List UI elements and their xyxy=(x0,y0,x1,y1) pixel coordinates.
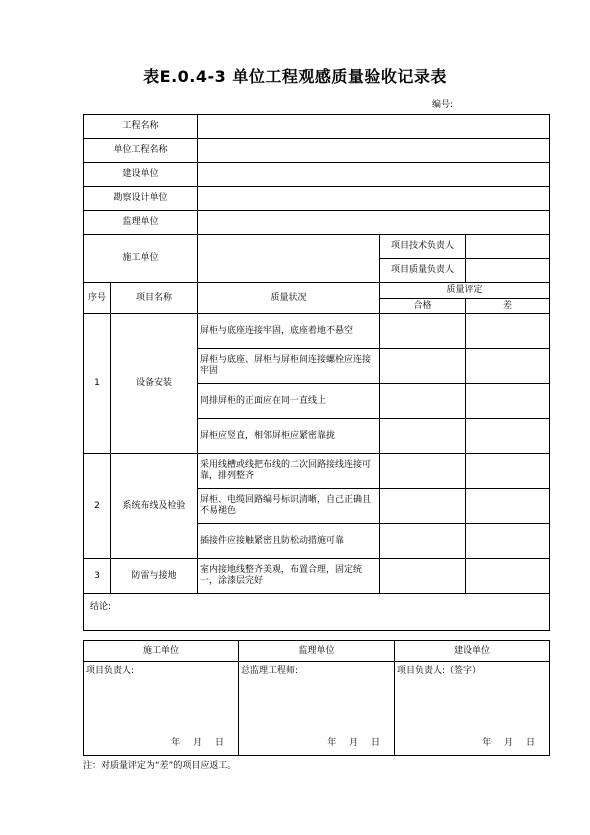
supervisor-date: 年 月 日 xyxy=(327,738,380,748)
fail-cell[interactable] xyxy=(466,384,550,419)
pass-cell[interactable] xyxy=(380,454,466,489)
supervisor-signature-cell[interactable] xyxy=(239,662,395,756)
inspection-item: 屏柜应竖直，相邻屏柜应紧密靠拢 xyxy=(198,419,380,454)
project-name-field[interactable] xyxy=(198,115,550,139)
pass-cell[interactable] xyxy=(380,419,466,454)
inspection-item: 采用线槽或线把布线的二次回路接线连接可靠，排列整齐 xyxy=(198,454,380,489)
construction-unit-label: 建设单位 xyxy=(84,163,198,187)
group-name: 防雷与接地 xyxy=(111,559,198,594)
fail-cell[interactable] xyxy=(466,489,550,524)
signoff-supervisor-header: 监理单位 xyxy=(239,641,395,662)
fail-cell[interactable] xyxy=(466,349,550,384)
pass-cell[interactable] xyxy=(380,349,466,384)
fail-cell[interactable] xyxy=(466,314,550,349)
tech-lead-label: 项目技术负责人 xyxy=(380,235,466,259)
conclusion-cell[interactable] xyxy=(84,594,550,631)
pass-cell[interactable] xyxy=(380,489,466,524)
fail-cell[interactable] xyxy=(466,454,550,489)
inspection-item: 插接件应接触紧密且防松动措施可靠 xyxy=(198,524,380,559)
builder-date: 年 月 日 xyxy=(171,738,224,748)
unit-project-name-label: 单位工程名称 xyxy=(84,139,198,163)
signoff-builder-header: 施工单位 xyxy=(84,641,239,662)
pass-cell[interactable] xyxy=(380,314,466,349)
acceptance-record-table xyxy=(83,114,550,631)
header-pass: 合格 xyxy=(380,299,466,314)
header-fail: 差 xyxy=(466,299,550,314)
pass-cell[interactable] xyxy=(380,524,466,559)
header-no: 序号 xyxy=(84,283,111,314)
fail-cell[interactable] xyxy=(466,559,550,594)
owner-person-label: 项目负责人:（签字） xyxy=(397,666,482,676)
inspection-item: 屏柜与底座、屏柜与屏柜间连接螺栓应连接牢固 xyxy=(198,349,380,384)
builder-unit-field[interactable] xyxy=(198,235,380,283)
conclusion-label: 结论: xyxy=(90,602,112,612)
inspection-item: 同排屏柜的正面应在同一直线上 xyxy=(198,384,380,419)
tech-lead-field[interactable] xyxy=(466,235,550,259)
supervision-unit-label: 监理单位 xyxy=(84,211,198,235)
group-no: 3 xyxy=(84,559,111,594)
quality-lead-field[interactable] xyxy=(466,259,550,283)
group-name: 系统布线及检验 xyxy=(111,454,198,559)
inspection-item: 室内接地线整齐美观，布置合理，固定统一，涂漆层完好 xyxy=(198,559,380,594)
owner-date: 年 月 日 xyxy=(482,738,535,748)
builder-signature-cell[interactable] xyxy=(84,662,239,756)
supervisor-person-label: 总监理工程师: xyxy=(241,666,299,676)
construction-unit-field[interactable] xyxy=(198,163,550,187)
project-name-label: 工程名称 xyxy=(84,115,198,139)
group-name: 设备安装 xyxy=(111,314,198,454)
group-no: 2 xyxy=(84,454,111,559)
builder-unit-label: 施工单位 xyxy=(84,235,198,283)
survey-design-unit-field[interactable] xyxy=(198,187,550,211)
signoff-owner-header: 建设单位 xyxy=(395,641,550,662)
record-number-label: 编号: xyxy=(432,100,454,110)
supervision-unit-field[interactable] xyxy=(198,211,550,235)
pass-cell[interactable] xyxy=(380,559,466,594)
document-title: 表E.0.4-3 单位工程观感质量验收记录表 xyxy=(143,67,447,86)
inspection-item: 屏柜、电缆回路编号标识清晰，自己正确且不易褪色 xyxy=(198,489,380,524)
survey-design-unit-label: 勘察设计单位 xyxy=(84,187,198,211)
fail-cell[interactable] xyxy=(466,419,550,454)
unit-project-name-field[interactable] xyxy=(198,139,550,163)
group-no: 1 xyxy=(84,314,111,454)
header-item-name: 项目名称 xyxy=(111,283,198,314)
signoff-table xyxy=(83,640,550,756)
builder-person-label: 项目负责人: xyxy=(86,666,135,676)
footnote: 注：对质量评定为“差”的项目应返工。 xyxy=(83,761,237,771)
fail-cell[interactable] xyxy=(466,524,550,559)
pass-cell[interactable] xyxy=(380,384,466,419)
header-quality-status: 质量状况 xyxy=(198,283,380,314)
quality-lead-label: 项目质量负责人 xyxy=(380,259,466,283)
inspection-item: 屏柜与底座连接牢固，底座着地不悬空 xyxy=(198,314,380,349)
owner-signature-cell[interactable] xyxy=(395,662,550,756)
header-quality-eval: 质量评定 xyxy=(380,283,550,299)
